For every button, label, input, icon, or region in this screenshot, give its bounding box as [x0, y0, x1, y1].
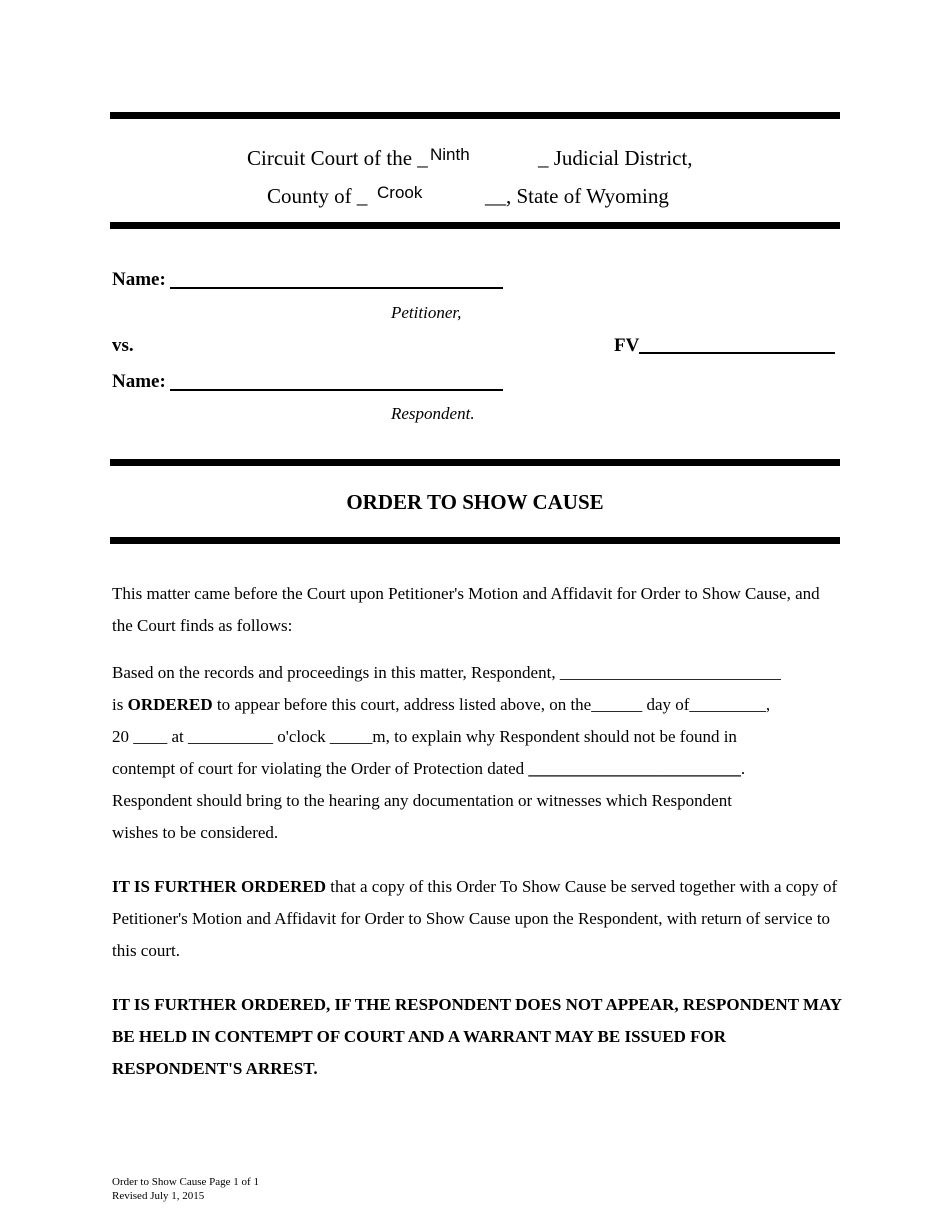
footer-revision: Revised July 1, 2015 — [112, 1190, 205, 1202]
petitioner-name-line[interactable] — [170, 287, 503, 289]
order-line-1: Based on the records and proceedings in this matter, Respondent, __________________________ — [112, 663, 781, 682]
respondent-role: Respondent. — [391, 404, 475, 423]
header-bottom-rule — [110, 222, 840, 229]
service-text-rest: that a copy of this Order To Show Cause be served together with a copy of Petitioner's Motion and Affidavit for Order to Show Cause upon the Respondent, with return of service to this court. — [112, 877, 838, 960]
warning-paragraph — [112, 989, 842, 1085]
title-bottom-rule — [110, 537, 840, 544]
footer-page-info: Order to Show Cause Page 1 of 1 — [112, 1176, 259, 1188]
respondent-name-line[interactable] — [170, 389, 503, 391]
order-line-3: 20 ____ at __________ o'clock _____m, to explain why Respondent should not be found in — [112, 727, 737, 746]
warning-text: IT IS FURTHER ORDERED, IF THE RESPONDENT DOES NOT APPEAR, RESPONDENT MAY BE HELD IN CONTEMPT OF COURT AND A WARRANT MAY BE ISSUED FOR RESPONDENT'S ARREST. — [112, 995, 842, 1078]
further-ordered-label: IT IS FURTHER ORDERED — [112, 877, 326, 896]
order-line-2-rest: to appear before this court, address listed above, on the______ day of_________, — [212, 695, 771, 714]
county-field[interactable]: Crook — [377, 183, 423, 202]
district-field[interactable]: Ninth — [430, 145, 470, 164]
document-title: ORDER TO SHOW CAUSE — [346, 490, 604, 514]
order-paragraph — [112, 657, 842, 849]
protection-date-blank[interactable]: _________________________ — [528, 759, 741, 778]
order-line-5: Respondent should bring to the hearing any documentation or witnesses which Respondent — [112, 791, 732, 810]
intro-paragraph — [112, 578, 842, 642]
respondent-name-label: Name: — [112, 371, 166, 392]
caption-bottom-rule — [110, 459, 840, 466]
order-line-6: wishes to be considered. — [112, 823, 279, 842]
order-line-4 — [112, 753, 842, 785]
county-line-prefix: County of _ — [267, 184, 368, 208]
top-rule — [110, 112, 840, 119]
ordered-word: ORDERED — [127, 695, 213, 714]
court-line-prefix: Circuit Court of the _ — [247, 146, 428, 170]
service-text — [112, 871, 842, 967]
case-number-prefix: FV — [614, 335, 640, 356]
order-line-4-text: contempt of court for violating the Order of Protection dated — [112, 759, 529, 778]
case-number-line[interactable] — [639, 352, 835, 354]
intro-text: This matter came before the Court upon Petitioner's Motion and Affidavit for Order to Show Cause, and the Court finds as follows: — [112, 584, 820, 635]
vs-label: vs. — [112, 335, 134, 356]
petitioner-name-label: Name: — [112, 269, 166, 290]
order-line-4-end: . — [740, 759, 746, 778]
county-line-suffix: __, State of Wyoming — [485, 184, 669, 208]
court-line-suffix: _ Judicial District, — [538, 146, 693, 170]
order-line-2-is: is — [112, 695, 128, 714]
petitioner-role: Petitioner, — [391, 303, 462, 322]
footer — [112, 1175, 259, 1203]
service-paragraph — [112, 871, 842, 967]
order-line-2 — [112, 689, 842, 721]
